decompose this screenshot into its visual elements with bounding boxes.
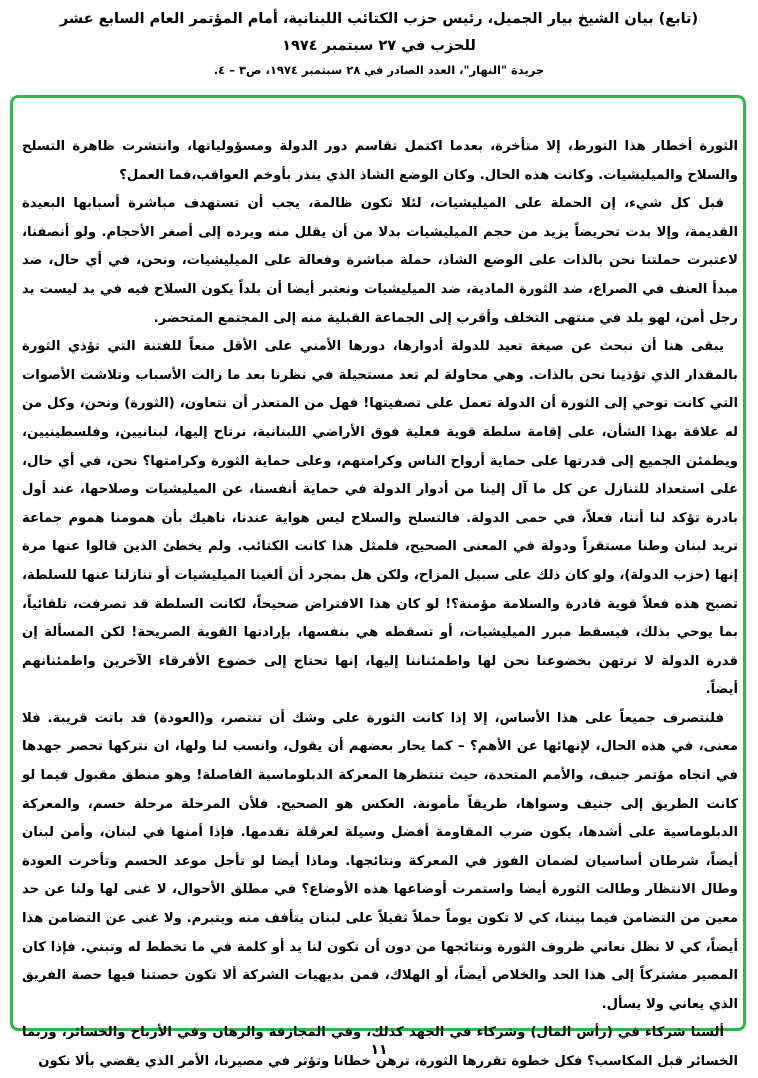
document-title: (تابع) بيان الشيخ بيار الجميل، رئيس حزب الكتائب اللبنانية، أمام المؤتمر العام السابع عشر للحزب في ٢٧ سبتمبر ١٩٧٤ <box>59 11 699 54</box>
source-citation: جريدة "النهار"، العدد الصادر في ٢٨ سبتمبر ١٩٧٤، ص٣ – ٤. <box>213 63 545 77</box>
paragraph: فلنتصرف جميعاً على هذا الأساس، إلا إذا كانت الثورة على وشك أن تنتصر، و(العودة) قد باتت قريبة. فلا معنى، في هذه الحال، لإنهائها عن الأهم؟ – كما يحار بعضهم أن يقول، وانسب لنا ولها، ان نتركها تحصر جهدها في اتجاه مؤتمر جنيف، والأمم المتحدة، حيث تنتظرها المعركة الدبلوماسية الفاصلة! وهو منطق مقبول فيما لو كانت الطريق إلى جنيف وسواها، طريقاً مأمونة. العكس هو الصحيح. فلأن المرحلة مرحلة حسم، والمعركة الدبلوماسية على أشدها، يكون ضرب المقاومة أفضل وسيلة لعرقلة تقدمها. فإذا أمنها في لبنان، وأمن لبنان أيضاً، شرطان أساسيان لضمان الفوز في المعركة ونتائجها. وماذا أيضا لو تأجل موعد الحسم وتأخرت العودة وطال الانتظار وطالت الثورة أيضا واستمرت أوضاعها هذه الأوضاع؟ في مطلق الأحوال، لا غنى لها ولنا عن حد معين من التضامن فيما بيننا، كي لا تكون يوماً حملاً ثقيلاً على لبنان يتأفف منه ويتبرم. ولا غنى عن التضامن هذا أيضاً، كي لا نظل نعاني ظروف الثورة ونتائجها من دون أن تكون لنا يد أو كلمة في ما تخطط له وتبني. فإذا كان المصير مشتركاً إلى هذا الحد والخلاص أيضاً، أو الهلاك، فمن بديهيات الشركة ألا تكون حصتنا فيها حصة الفريق الذي يعاني ولا يسأل. <box>22 710 738 1012</box>
paragraph: قبل كل شيء، إن الحملة على الميليشيات، لئلا تكون ظالمة، يجب أن تستهدف مباشرة أسبابها البعيدة القديمة، وإلا بدت تحريضاً يزيد من حجم الميليشيات بدلا من أن يقلل منه ويرده إلى أصغر الأحجام. ولو أنصفنا، لاعتبرت حملتنا نحن بالذات على الوضع الشاذ، حملة مباشرة وفعالة على الميليشيات، ونحن، في أي حال، ضد مبدأ العنف في الصراع، ضد الثورة المادية، ضد الميليشيات ونعتبر أيضا أن بلداً يكون السلاح فيه في يد ليست يد رجل أمن، لهو بلد في منتهى التخلف وأقرب إلى الجماعة القبلية منه إلى المجتمع المتحضر. <box>22 196 738 326</box>
document-header <box>40 6 718 77</box>
page-number: ١١ <box>370 1042 388 1058</box>
paragraph: ألسنا شركاء في (رأس المال) وشركاء في الجهد كذلك، وفي المجازفة والرهان وفي الأرباح والخسائر، وربما الخسائر قبل المكاسب؟ فكل خطوة تقررها الثورة، ترهن خطانا وتؤثر في مصيرنا، الأمر الذي يقضي بألا نكون <box>22 1025 738 1069</box>
document-body <box>22 133 738 1077</box>
paragraph: يبقى هنا أن نبحث عن صيغة تعيد للدولة أدوارها، دورها الأمني على الأقل منعاً للفتنة التي تؤذي الثورة بالمقدار الذي تؤذينا نحن بالذات. وهي محاولة لم تعد مستحيلة في نظرنا بعد ما زالت الأسباب وتلاشت الأصوات التي كانت توحي إلى الثورة أن الدولة تعمل على تصفيتها! فهل من المتعذر أن نتعاون، (الثورة) ونحن، وكل من له علاقة بهذا الشأن، على إقامة سلطة قوية فعلية فوق الأراضي اللبنانية، نرتاح إليها، لبنانيين، وفلسطينيين، ويطمئن الجميع إلى قدرتها على حماية أرواح الناس وكرامتهم، وعلى حماية الثورة وكرامتها؟ نحن، في أي حال، على استعداد للتنازل عن كل ما آل إلينا من أدوار الدولة في حماية أنفسنا، عن الميليشيات وصلاحها، عند أول بادرة تؤكد لنا أننا، فعلاً، في حمى الدولة. فالتسلح والسلاح ليس هواية عندنا، ناهيك بأن همومنا هموم جماعة تريد لبنان وطنا مستقراً ودولة في المعنى الصحيح، فلمثل هذا كانت الكتائب. ولم يخطئ الذين قالوا عنها مرة إنها (حزب الدولة)، ولو كان ذلك على سبيل المزاح، ولكن هل بمجرد أن ألغينا الميليشيات أو تنازلنا عنها للسلطة، تصبح هذه فعلاً قوية قادرة والسلامة مؤمنة؟! لو كان هذا الافتراض صحيحاً، لكانت السلطة قد تصرفت، تلقائياً، بما يوحي بذلك، فيسقط مبرر الميليشيات، أو تسقطه هي بنفسها، بإرادتها القوية الصريحة! لكن المسألة إن قدرة الدولة لا ترتهن بخضوعنا نحن لها واطمئناننا إليها، إنها تحتاج إلى خضوع الأفرقاء الآخرين واطمئنانهم أيضاً. <box>22 339 738 698</box>
paragraph: الثورة أخطار هذا التورط، إلا متأخرة، بعدما اكتمل تقاسم دور الدولة ومسؤولياتها، وانتشرت ظاهرة التسلح والسلاح والميليشيات. وكانت هذه الحال. وكان الوضع الشاذ الذي ينذر بأوخم العواقب،فما العمل؟ <box>22 139 738 183</box>
